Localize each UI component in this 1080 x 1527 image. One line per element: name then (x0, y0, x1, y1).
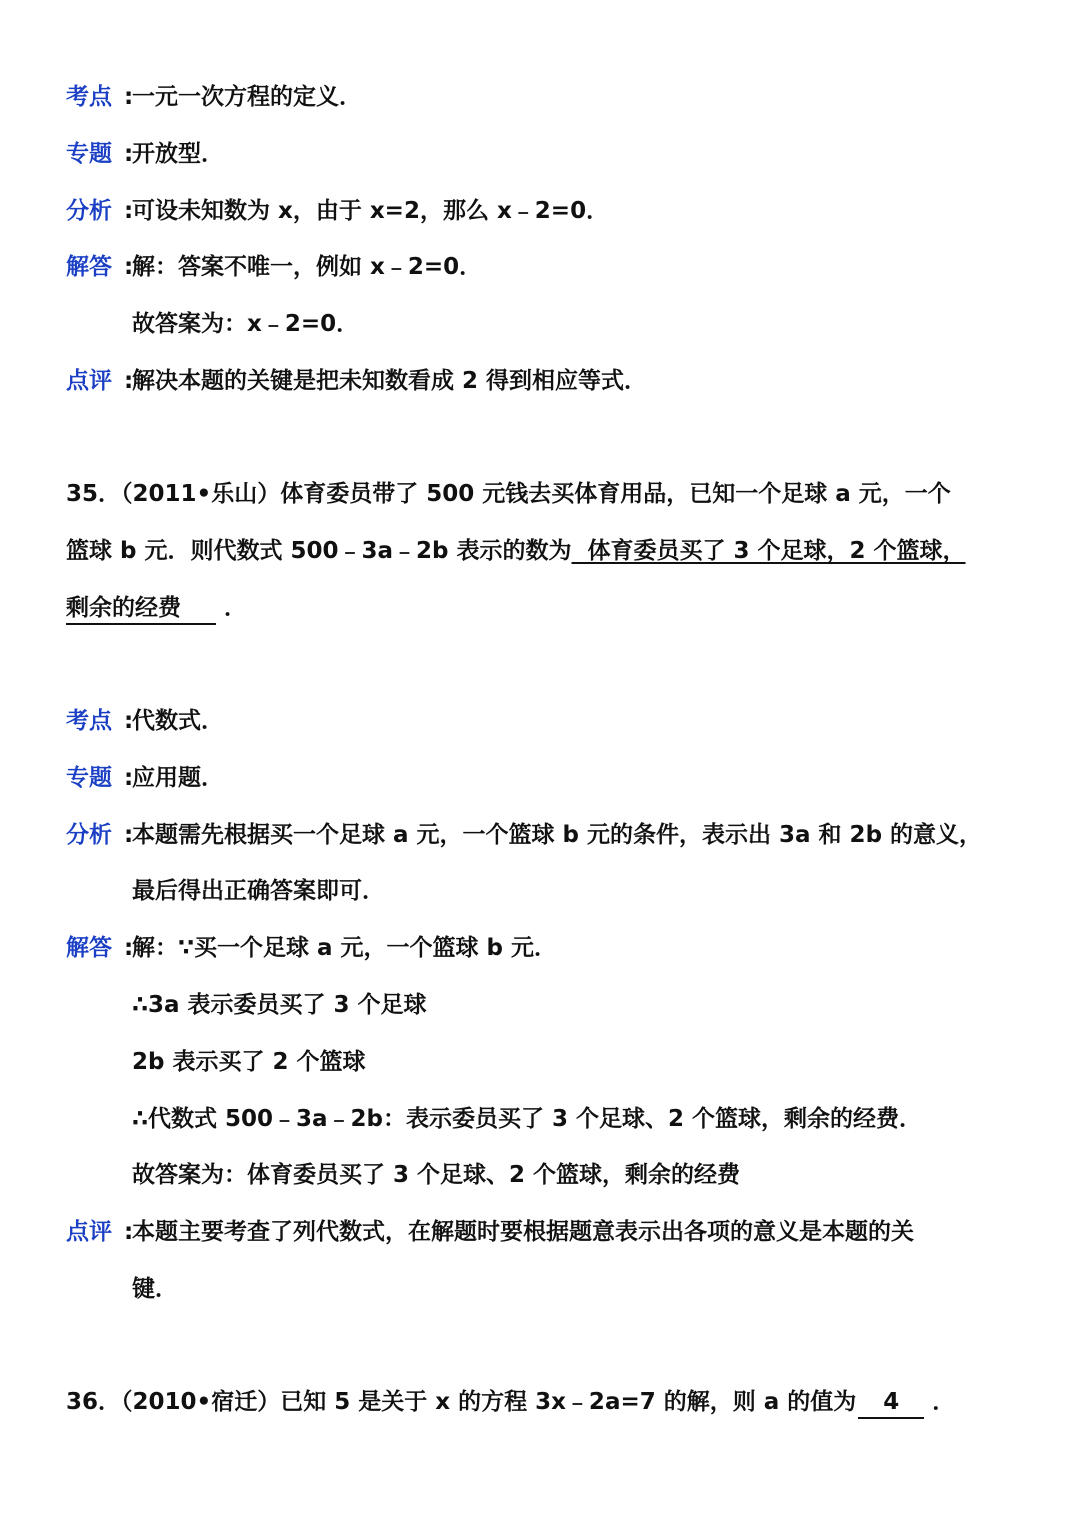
question-35-stem: 篮球 b 元．则代数式 500﹣3a﹣2b 表示的数为 (66, 538, 572, 564)
answer-blank-35-part2: 剩余的经费 (66, 593, 216, 625)
fenxi-text: 本题需先根据买一个足球 a 元，一个篮球 b 元的条件，表示出 3a 和 2b 的意义， (132, 822, 983, 848)
fenxi-row-2: 分析 :本题需先根据买一个足球 a 元，一个篮球 b 元的条件，表示出 3a 和 2b 的意义， (66, 822, 983, 848)
kaodian-row-2: 考点 :代数式． (66, 708, 224, 734)
fenxi-label: 分析 (66, 198, 112, 224)
jieda-label: 解答 (66, 254, 112, 280)
jieda-step-5: 故答案为：体育委员买了 3 个足球、2 个篮球，剩余的经费 (132, 1162, 741, 1188)
kaodian-row-1: 考点 :一元一次方程的定义． (66, 84, 362, 110)
question-35-line-2 (66, 536, 966, 566)
dianping-label: 点评 (66, 1219, 112, 1245)
zhuanti-label: 专题 (66, 765, 112, 791)
fenxi-text: 可设未知数为 x，由于 x=2，那么 x﹣2=0． (132, 198, 610, 224)
dianping-row-1: 点评 :解决本题的关键是把未知数看成 2 得到相应等式． (66, 368, 648, 394)
fenxi-continuation: 最后得出正确答案即可． (132, 878, 385, 904)
kaodian-label: 考点 (66, 84, 112, 110)
kaodian-text: 一元一次方程的定义． (132, 84, 362, 110)
question-36 (66, 1387, 955, 1419)
jieda-step-2: ∴3a 表示委员买了 3 个足球 (132, 992, 427, 1018)
dianping-text: 解决本题的关键是把未知数看成 2 得到相应等式． (132, 368, 648, 394)
zhuanti-text: 应用题． (132, 765, 224, 791)
dianping-row-2: 点评 :本题主要考查了列代数式，在解题时要根据题意表示出各项的意义是本题的关 (66, 1219, 914, 1245)
jieda-row-1: 解答 :解：答案不唯一，例如 x﹣2=0． (66, 254, 483, 280)
question-36-end: ． (932, 1389, 956, 1415)
kaodian-text: 代数式． (132, 708, 224, 734)
dianping-label: 点评 (66, 368, 112, 394)
jieda-continuation: 故答案为：x﹣2=0． (132, 311, 360, 337)
dianping-text: 本题主要考查了列代数式，在解题时要根据题意表示出各项的意义是本题的关 (132, 1219, 914, 1245)
question-35-line-1: 35．（2011•乐山）体育委员带了 500 元钱去买体育用品，已知一个足球 a 元，一个 (66, 481, 951, 507)
zhuanti-text: 开放型． (132, 141, 224, 167)
answer-blank-36: 4 (858, 1387, 924, 1419)
fenxi-label: 分析 (66, 822, 112, 848)
jieda-label: 解答 (66, 935, 112, 961)
fenxi-row-1: 分析 :可设未知数为 x，由于 x=2，那么 x﹣2=0． (66, 198, 610, 224)
dianping-continuation: 键． (132, 1276, 178, 1302)
jieda-text: 解：答案不唯一，例如 x﹣2=0． (132, 254, 483, 280)
kaodian-label: 考点 (66, 708, 112, 734)
zhuanti-row-2: 专题 :应用题． (66, 765, 224, 791)
answer-blank-35-part1: 体育委员买了 3 个足球，2 个篮球， (571, 538, 966, 564)
question-35-end: ． (224, 595, 247, 621)
question-36-stem: 36．（2010•宿迁）已知 5 是关于 x 的方程 3x﹣2a=7 的解，则 a 的值为 (66, 1389, 857, 1415)
jieda-text: 解：∵买一个足球 a 元，一个篮球 b 元． (132, 935, 558, 961)
zhuanti-row-1: 专题 :开放型． (66, 141, 224, 167)
jieda-step-4: ∴代数式 500﹣3a﹣2b：表示委员买了 3 个足球、2 个篮球，剩余的经费． (132, 1106, 923, 1132)
question-35-line-3 (66, 593, 247, 625)
zhuanti-label: 专题 (66, 141, 112, 167)
jieda-row-2: 解答 :解：∵买一个足球 a 元，一个篮球 b 元． (66, 935, 558, 961)
jieda-step-3: 2b 表示买了 2 个篮球 (132, 1049, 366, 1075)
